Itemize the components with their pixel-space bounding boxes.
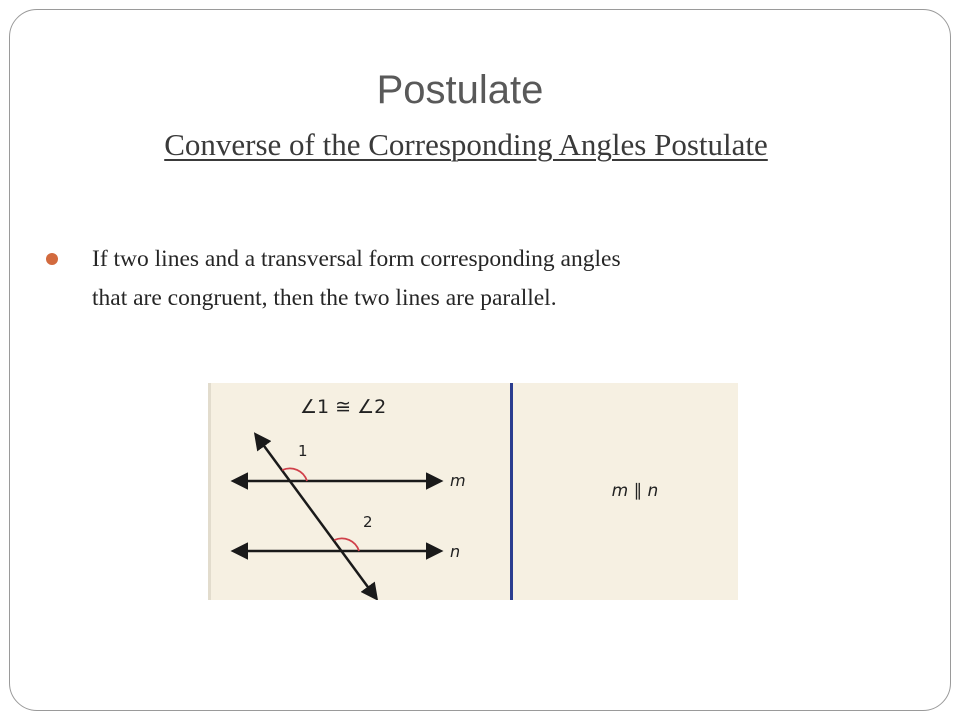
- slide-subtitle: Converse of the Corresponding Angles Postulate: [164, 127, 768, 162]
- slide-frame: [9, 9, 951, 711]
- postulate-diagram: [208, 383, 738, 600]
- figure-left-edge: [208, 383, 211, 600]
- postulate-figure: [208, 383, 738, 600]
- line-n-label: n: [450, 542, 461, 561]
- angle-1-label: 1: [298, 442, 308, 460]
- transversal-line: [256, 435, 376, 598]
- bullet-dot-icon: [46, 253, 58, 265]
- bullet-text-line-1: If two lines and a transversal form corresponding angles: [92, 246, 621, 272]
- slide-title: Postulate: [376, 68, 544, 112]
- bullet-text-line-2: that are congruent, then the two lines are parallel.: [92, 285, 557, 311]
- conclusion-text: m ∥ n: [611, 481, 659, 501]
- bullet-text: [92, 240, 852, 318]
- line-m-label: m: [450, 471, 466, 490]
- angle-2-label: 2: [363, 513, 373, 531]
- figure-divider: [510, 383, 513, 600]
- hypothesis-text: ∠1 ≅ ∠2: [300, 396, 387, 418]
